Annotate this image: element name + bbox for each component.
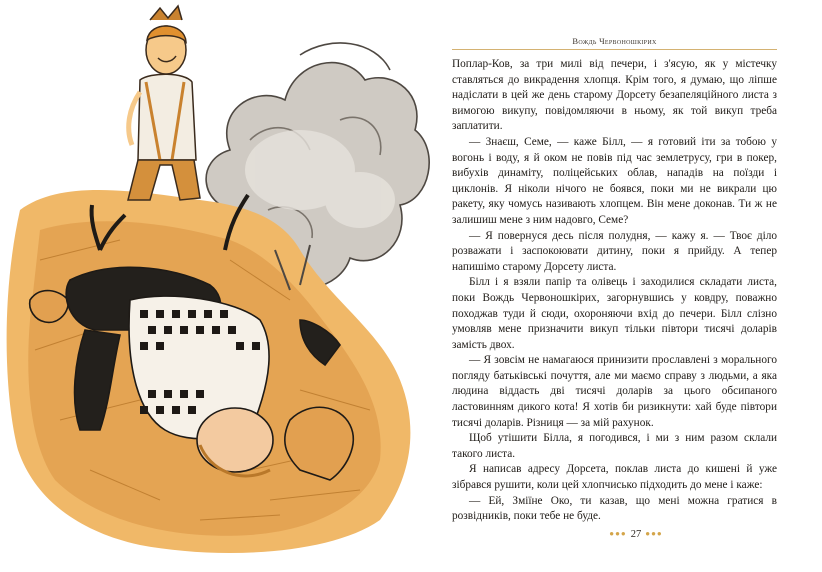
paragraph: Білл і я взяли папір та олівець і заходилися складати листа, поки Вождь Червоношкірих, загорнувшись у ковдру, поважно походжав туди й сюди, охороняючи вхід до печери. Білл слізно умовляв мене призначити викуп тільки півтори тисячі доларів замість двох. bbox=[452, 276, 777, 351]
folio-ornament-left: ●●● bbox=[609, 529, 627, 538]
running-head: Вождь Червоношкірих bbox=[572, 36, 657, 46]
paragraph: Поплар-Ков, за три милі від печери, і з'ясую, як у містечку ставляться до викрадення хлопця. Крім того, я думаю, що ліпше надіслати в цей же день старому Дорсету безапеляційного листа з вимогою викупу, повідомляючи в ньому, як той викуп треба заплатити. bbox=[452, 58, 777, 133]
paragraph: — Ей, Зміїне Око, ти казав, що мені можна гратися в розвідників, поки тебе не буде. bbox=[452, 494, 777, 523]
folio-ornament-right: ●●● bbox=[645, 529, 663, 538]
boy-figure bbox=[128, 6, 200, 200]
running-head-rule bbox=[452, 49, 777, 50]
page-number-footer bbox=[586, 529, 686, 540]
paragraph: Щоб утішити Білла, я погодився, і ми з ним разом склали такого листа. bbox=[452, 432, 777, 460]
paragraph: — Я зовсім не намагаюся принизити прославлені з морального погляду батьківські почуття, але ми маємо справу з людьми, а яка людина віддасть дві тисячі доларів за цього обсипаного ластовинням дикого кота! Я хотів би ризикнути: хай буде півтори тисячі доларів. Різниця — за мій рахунок. bbox=[452, 354, 777, 429]
body-text bbox=[452, 57, 777, 525]
text-page bbox=[446, 0, 822, 567]
paragraph: Я написав адресу Дорсета, поклав листа до кишені й уже зібрався рушити, коли цей хлопчисько підходить до мене і каже: bbox=[452, 463, 777, 492]
paragraph: — Знаєш, Семе, — каже Білл, — я готовий іти за тобою у вогонь і воду, я й оком не повів під час землетрусу, гри в покер, вибухів динаміту, поліцейських облав, нападів на поїзди і циклонів. Я ніколи нічого не боявся, поки ми не викрали цю ракету, яку чомусь називають хлопцем. Він мене доконав. Ти ж не залишиш мене з ним надовго, Семе? bbox=[452, 135, 777, 226]
page-number: 27 bbox=[630, 529, 642, 540]
paragraph: — Я повернуся десь після полудня, — кажу я. — Твоє діло розважати і заспокоювати дитину, поки я прийду. А тепер напишімо старому Дорсету листа. bbox=[452, 229, 777, 273]
